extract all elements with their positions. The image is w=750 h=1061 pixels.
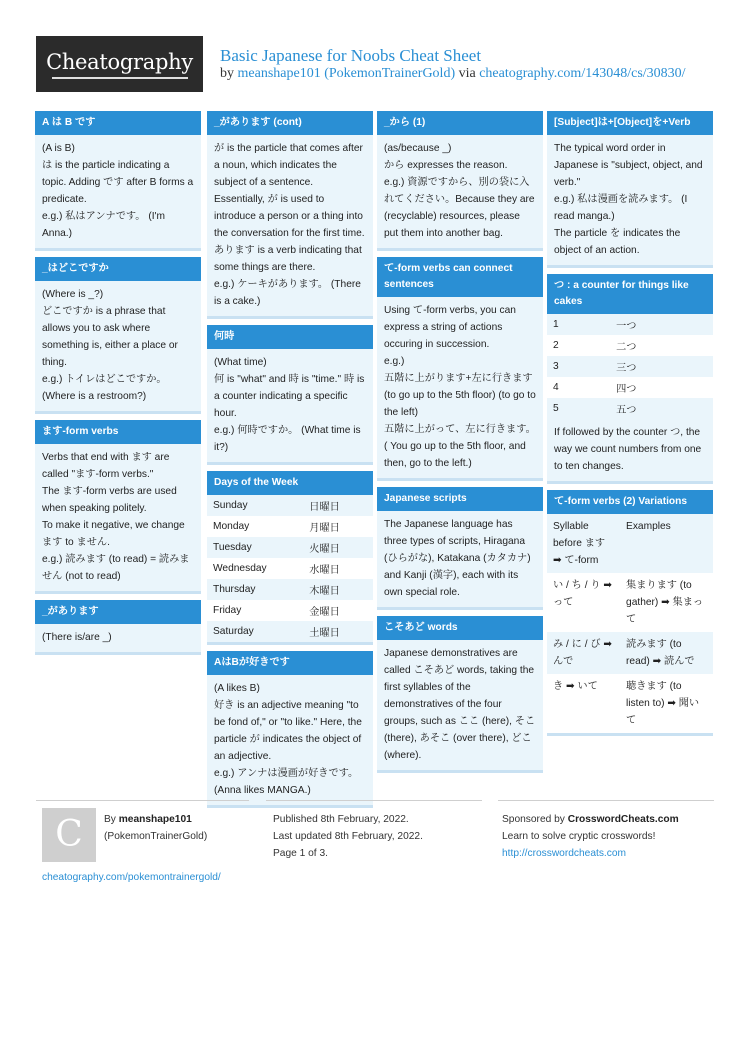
section-title: A は B です [35, 111, 201, 135]
section-line: e.g.) トイレはどこですか。 (Where is a restroom?) [42, 374, 167, 402]
section-body [207, 349, 373, 462]
section-line: If followed by the counter つ, the way we count numbers from one to ten changes. [554, 427, 702, 472]
section-line: Using て-form verbs, you can express a string of actions occuring in succession. [384, 305, 516, 350]
section-line: 五階に上がって、左に行きます。( You go up to the 5th floor, and then, go to the left.) [384, 424, 536, 469]
section-body [207, 135, 373, 316]
section-days-of-the-week [207, 471, 373, 642]
counter-number: 3 [547, 356, 610, 377]
section-title: て-form verbs can connect sentences [377, 257, 543, 297]
logo-underline [52, 77, 188, 79]
day-japanese: 土曜日 [303, 621, 373, 642]
section-kara [377, 111, 543, 248]
section-body [377, 640, 543, 770]
byline [220, 66, 686, 82]
counter-japanese: 三つ [610, 356, 713, 377]
counter-japanese: 二つ [610, 335, 713, 356]
section-body [35, 444, 201, 591]
footer-divider [266, 800, 482, 801]
table-row [547, 335, 713, 356]
logo-wordmark: Cheatography [46, 50, 193, 74]
variation-syllable: き ➡ いて [547, 674, 620, 733]
footer-author-name[interactable]: meanshape101 [118, 814, 192, 825]
section-line: e.g.) 私は漫画を読みます。 (I read manga.) [554, 194, 688, 222]
section-te-form-variations [547, 490, 713, 733]
author-avatar[interactable] [42, 808, 96, 862]
footer-by: By [104, 814, 116, 825]
section-title: ます-form verbs [35, 420, 201, 444]
section-body [35, 281, 201, 411]
counter-japanese: 一つ [610, 314, 713, 335]
section-title: _はどこですか [35, 257, 201, 281]
page-title: Basic Japanese for Noobs Cheat Sheet [220, 46, 482, 65]
variation-example: 集まります (to gather) ➡ 集まって [620, 573, 713, 632]
author-link[interactable]: meanshape101 (PokemonTrainerGold) [237, 66, 456, 81]
day-english: Monday [207, 516, 303, 537]
variation-syllable: い / ち / り ➡ って [547, 573, 620, 632]
section-line: e.g.) アンナは漫画が好きです。 (Anna likes MANGA.) [214, 768, 359, 796]
section-line: The typical word order in Japanese is "subject, object, and verb." [554, 143, 703, 188]
section-line: To make it negative, we change ます to ません. [42, 520, 185, 548]
variation-syllable: み / に / び ➡ んで [547, 632, 620, 674]
section-te-form-connect [377, 257, 543, 478]
section-line: から expresses the reason. [384, 160, 508, 171]
sheet-url-link[interactable]: cheatography.com/143048/cs/30830/ [479, 66, 686, 81]
section-title: 何時 [207, 325, 373, 349]
column-3 [377, 111, 543, 779]
section-word-order [547, 111, 713, 265]
day-english: Wednesday [207, 558, 303, 579]
byline-via: via [458, 66, 476, 81]
footer-published: Published 8th February, 2022. [273, 814, 409, 825]
day-japanese: 金曜日 [303, 600, 373, 621]
section-title: Japanese scripts [377, 487, 543, 511]
counter-number: 5 [547, 398, 610, 419]
table-row [547, 356, 713, 377]
table-row [207, 537, 373, 558]
section-body [547, 135, 713, 265]
section-line: Verbs that end with ます are called "ます-form verbs." [42, 452, 170, 480]
footer-updated: Last updated 8th February, 2022. [273, 831, 423, 842]
section-line: e.g.) 読みます (to read) = 読みません (not to read) [42, 554, 190, 582]
section-body [377, 297, 543, 478]
table-row [547, 398, 713, 419]
section-japanese-scripts [377, 487, 543, 607]
section-line: e.g.) 私はアンナです。 (I'm Anna.) [42, 211, 165, 239]
table-row [207, 579, 373, 600]
section-line: e.g.) ケーキがあります。 (There is a cake.) [214, 279, 361, 307]
section-line: e.g.) 資源ですから、別の袋に入れてください。Because they are (recyclable) resources, please put them into another bag. [384, 177, 535, 239]
table-row [207, 495, 373, 516]
section-body [35, 135, 201, 248]
section-title: AはBが好きです [207, 651, 373, 675]
footer-author-url[interactable]: cheatography.com/pokemontrainergold/ [42, 872, 221, 883]
section-line: The Japanese language has three types of scripts, Hiragana (ひらがな), Katakana (カタカナ) and Kanji (漢字), each with its own special role. [384, 519, 531, 598]
section-masu-form-verbs [35, 420, 201, 591]
section-line: (A likes B) [214, 683, 260, 694]
footer-page-number: Page 1 of 3. [273, 848, 328, 859]
section-line: (Where is _?) [42, 289, 104, 300]
byline-prefix: by [220, 66, 234, 81]
section-line: e.g.) 何時ですか。 (What time is it?) [214, 425, 361, 453]
section-line: 五階に上がります+左に行きます (to go up to the 5th floor) (to go to the left) [384, 373, 536, 418]
section-title: _があります (cont) [207, 111, 373, 135]
variations-table [547, 514, 713, 733]
section-line: 好き is an adjective meaning "to be fond of," or "to like." Here, the particle が indicates the object of an adjective. [214, 700, 362, 762]
section-line: (A is B) [42, 143, 75, 154]
column-2 [207, 111, 373, 814]
avatar-letter: C [55, 814, 83, 855]
footer-author [104, 811, 192, 828]
section-a-wa-b-ga-suki [207, 651, 373, 805]
section-title: [Subject]は+[Object]を+Verb [547, 111, 713, 135]
section-body [35, 624, 201, 652]
section-line: どこですか is a phrase that allows you to ask where something is, either a place or thing. [42, 306, 178, 368]
section-line: (What time) [214, 357, 267, 368]
table-row [547, 314, 713, 335]
counter-number: 1 [547, 314, 610, 335]
section-body [377, 135, 543, 248]
table-row [207, 600, 373, 621]
day-english: Tuesday [207, 537, 303, 558]
section-line: e.g.) [384, 356, 405, 367]
table-row [547, 674, 713, 733]
section-a-wa-b-desu [35, 111, 201, 248]
variation-example: 読みます (to read) ➡ 読んで [620, 632, 713, 674]
section-line: は is the particle indicating a topic. Adding です after B forms a predicate. [42, 160, 194, 205]
counter-japanese: 四つ [610, 377, 713, 398]
footer-divider [36, 800, 249, 801]
section-title: て-form verbs (2) Variations [547, 490, 713, 514]
section-line: (There is/are _) [42, 632, 112, 643]
section-line: Japanese demonstratives are called こそあど words, taking the first syllables of the demonstratives of the four groups, such as ここ (here), そこ (there), あそこ (over there), どこ (where). [384, 648, 536, 761]
section-body [377, 511, 543, 607]
days-table [207, 495, 373, 642]
section-tsu-counter [547, 274, 713, 481]
section-line: The ます-form verbs are used when speaking politely. [42, 486, 177, 514]
day-english: Sunday [207, 495, 303, 516]
section-line: The particle を indicates the object of an action. [554, 228, 681, 256]
table-row [547, 632, 713, 674]
section-title: Days of the Week [207, 471, 373, 495]
footer-sponsored-by: Sponsored by [502, 814, 565, 825]
day-english: Saturday [207, 621, 303, 642]
day-japanese: 火曜日 [303, 537, 373, 558]
day-japanese: 月曜日 [303, 516, 373, 537]
variation-example: 聴きます (to listen to) ➡ 聞いて [620, 674, 713, 733]
counter-number: 2 [547, 335, 610, 356]
table-row [547, 573, 713, 632]
footer-divider [498, 800, 714, 801]
section-kosoado-words [377, 616, 543, 770]
column-4 [547, 111, 713, 742]
table-row [547, 514, 713, 573]
section-title: つ : a counter for things like cakes [547, 274, 713, 314]
section-note [547, 419, 713, 481]
footer-sponsor-name[interactable]: CrosswordCheats.com [567, 814, 679, 825]
counter-japanese: 五つ [610, 398, 713, 419]
section-wa-doko-desuka [35, 257, 201, 411]
day-japanese: 水曜日 [303, 558, 373, 579]
table-row [207, 621, 373, 642]
section-body [207, 675, 373, 805]
cheatography-logo[interactable] [36, 36, 203, 92]
counter-number: 4 [547, 377, 610, 398]
footer-sponsor [502, 811, 679, 828]
column-1 [35, 111, 201, 661]
footer-sponsor-url[interactable]: http://crosswordcheats.com [502, 848, 626, 859]
table-row [547, 377, 713, 398]
section-ga-arimasu-cont [207, 111, 373, 316]
day-japanese: 日曜日 [303, 495, 373, 516]
section-line: 何 is "what" and 時 is "time." 時 is a counter indicating a specific hour. [214, 374, 365, 419]
section-title: _から (1) [377, 111, 543, 135]
day-japanese: 木曜日 [303, 579, 373, 600]
section-title: _があります [35, 600, 201, 624]
section-line: (as/because _) [384, 143, 452, 154]
table-row [207, 558, 373, 579]
day-english: Friday [207, 600, 303, 621]
footer-author-handle: (PokemonTrainerGold) [104, 831, 208, 842]
section-line: が is the particle that comes after a noun, which indicates the subject of a sentence. Essentially, が is used to introduce a person or a thing into the conversation for the first time. あります is a verb indicating that some things are there. [214, 143, 365, 273]
counter-table [547, 314, 713, 419]
variation-example: Examples [620, 514, 713, 573]
section-nanji [207, 325, 373, 462]
section-ga-arimasu [35, 600, 201, 652]
section-title: こそあど words [377, 616, 543, 640]
day-english: Thursday [207, 579, 303, 600]
footer-sponsor-tagline: Learn to solve cryptic crosswords! [502, 831, 656, 842]
table-row [207, 516, 373, 537]
variation-syllable: Syllable before ます ➡ て-form [547, 514, 620, 573]
